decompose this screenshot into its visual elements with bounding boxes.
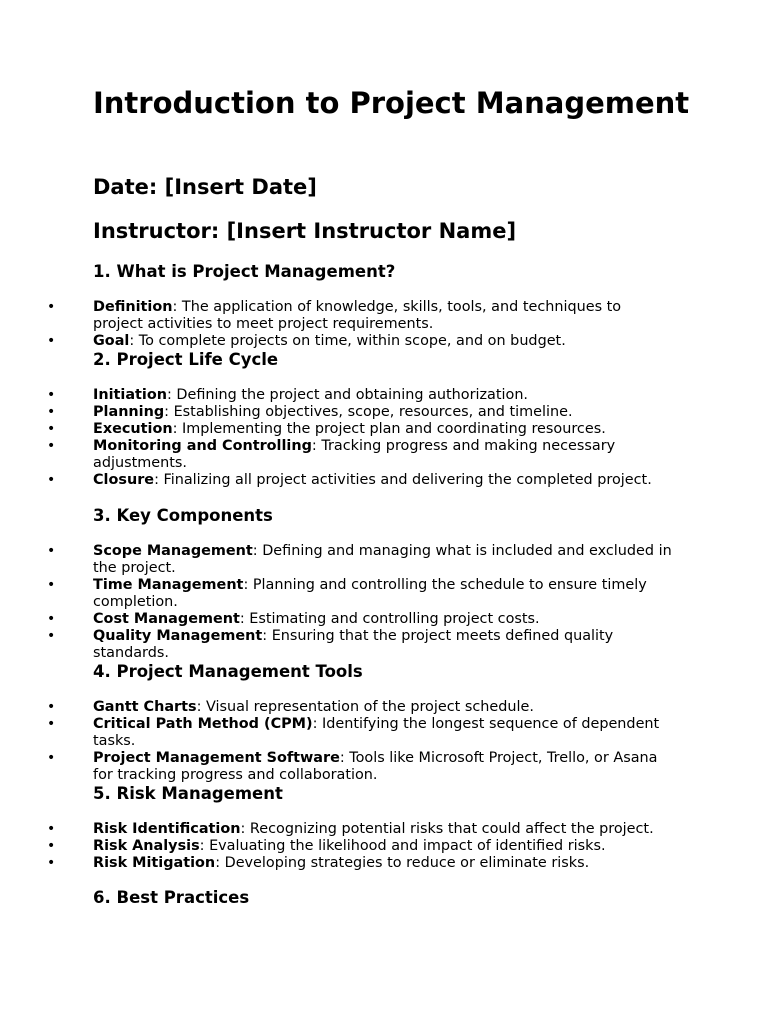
item-term: Initiation bbox=[93, 387, 167, 403]
item-text: : Visual representation of the project schedule. bbox=[196, 699, 534, 715]
list-item bbox=[0, 577, 673, 611]
instructor-line: Instructor: [Insert Instructor Name] bbox=[93, 219, 517, 243]
list-item bbox=[0, 716, 673, 750]
bullet-icon: • bbox=[47, 404, 56, 420]
list-item bbox=[0, 299, 673, 333]
bullet-icon: • bbox=[47, 577, 56, 593]
item-term: Closure bbox=[93, 472, 155, 488]
item-text: : Recognizing potential risks that could affect the project. bbox=[240, 821, 654, 837]
item-text: : To complete projects on time, within scope, and on budget. bbox=[129, 333, 566, 349]
section-list-what-is-pm bbox=[0, 299, 768, 350]
bullet-icon: • bbox=[47, 628, 56, 644]
item-term: Monitoring and Controlling bbox=[93, 438, 312, 454]
section-list-tools bbox=[0, 699, 768, 784]
list-item bbox=[0, 387, 673, 404]
list-item bbox=[0, 404, 673, 421]
item-term: Project Management Software bbox=[93, 750, 340, 766]
list-item bbox=[0, 821, 673, 838]
list-item bbox=[0, 628, 673, 662]
bullet-icon: • bbox=[47, 821, 56, 837]
list-item bbox=[0, 543, 673, 577]
bullet-icon: • bbox=[47, 750, 56, 766]
list-item bbox=[0, 699, 673, 716]
bullet-icon: • bbox=[47, 716, 56, 732]
section-list-key-components bbox=[0, 543, 768, 662]
section-heading-risk-management: 5. Risk Management bbox=[93, 784, 283, 803]
item-text: : Tools like Microsoft Project, Trello, or Asana for tracking progress and collaboration. bbox=[93, 750, 658, 783]
bullet-icon: • bbox=[47, 699, 56, 715]
item-text: : Planning and controlling the schedule to ensure timely completion. bbox=[93, 577, 647, 610]
item-text: : Evaluating the likelihood and impact of identified risks. bbox=[199, 838, 606, 854]
item-text: : Defining and managing what is included and excluded in the project. bbox=[93, 543, 672, 576]
item-term: Time Management bbox=[93, 577, 244, 593]
item-term: Gantt Charts bbox=[93, 699, 197, 715]
item-term: Execution bbox=[93, 421, 173, 437]
item-term: Risk Identification bbox=[93, 821, 241, 837]
date-line: Date: [Insert Date] bbox=[93, 175, 317, 199]
item-text: : Establishing objectives, scope, resources, and timeline. bbox=[164, 404, 573, 420]
section-list-risk-management bbox=[0, 821, 768, 872]
item-text: : Identifying the longest sequence of dependent tasks. bbox=[93, 716, 660, 749]
list-item bbox=[0, 750, 673, 784]
list-item bbox=[0, 438, 673, 472]
bullet-icon: • bbox=[47, 387, 56, 403]
list-item bbox=[0, 855, 673, 872]
item-term: Planning bbox=[93, 404, 165, 420]
item-term: Quality Management bbox=[93, 628, 263, 644]
bullet-icon: • bbox=[47, 611, 56, 627]
item-term: Goal bbox=[93, 333, 130, 349]
bullet-icon: • bbox=[47, 299, 56, 315]
item-text: : Finalizing all project activities and delivering the completed project. bbox=[154, 472, 652, 488]
list-item bbox=[0, 333, 673, 350]
item-term: Critical Path Method (CPM) bbox=[93, 716, 313, 732]
list-item bbox=[0, 838, 673, 855]
item-term: Risk Analysis bbox=[93, 838, 200, 854]
section-heading-life-cycle: 2. Project Life Cycle bbox=[93, 350, 279, 369]
item-text: : Estimating and controlling project costs. bbox=[239, 611, 540, 627]
list-item bbox=[0, 421, 673, 438]
document-title: Introduction to Project Management bbox=[93, 86, 690, 120]
bullet-icon: • bbox=[47, 838, 56, 854]
section-heading-best-practices: 6. Best Practices bbox=[93, 888, 250, 907]
item-term: Cost Management bbox=[93, 611, 240, 627]
list-item bbox=[0, 611, 673, 628]
item-term: Definition bbox=[93, 299, 173, 315]
section-list-life-cycle bbox=[0, 387, 768, 489]
section-heading-key-components: 3. Key Components bbox=[93, 506, 273, 525]
bullet-icon: • bbox=[47, 438, 56, 454]
item-text: : The application of knowledge, skills, tools, and techniques to project activities to meet project requirements. bbox=[93, 299, 622, 332]
item-term: Risk Mitigation bbox=[93, 855, 216, 871]
section-heading-what-is-pm: 1. What is Project Management? bbox=[93, 262, 396, 281]
item-text: : Defining the project and obtaining authorization. bbox=[167, 387, 529, 403]
bullet-icon: • bbox=[47, 855, 56, 871]
item-text: : Tracking progress and making necessary adjustments. bbox=[93, 438, 616, 471]
list-item bbox=[0, 472, 673, 489]
section-heading-tools: 4. Project Management Tools bbox=[93, 662, 363, 681]
bullet-icon: • bbox=[47, 543, 56, 559]
bullet-icon: • bbox=[47, 333, 56, 349]
item-text: : Developing strategies to reduce or eliminate risks. bbox=[215, 855, 590, 871]
bullet-icon: • bbox=[47, 421, 56, 437]
item-text: : Implementing the project plan and coordinating resources. bbox=[172, 421, 606, 437]
item-term: Scope Management bbox=[93, 543, 253, 559]
bullet-icon: • bbox=[47, 472, 56, 488]
item-text: : Ensuring that the project meets defined quality standards. bbox=[93, 628, 614, 661]
